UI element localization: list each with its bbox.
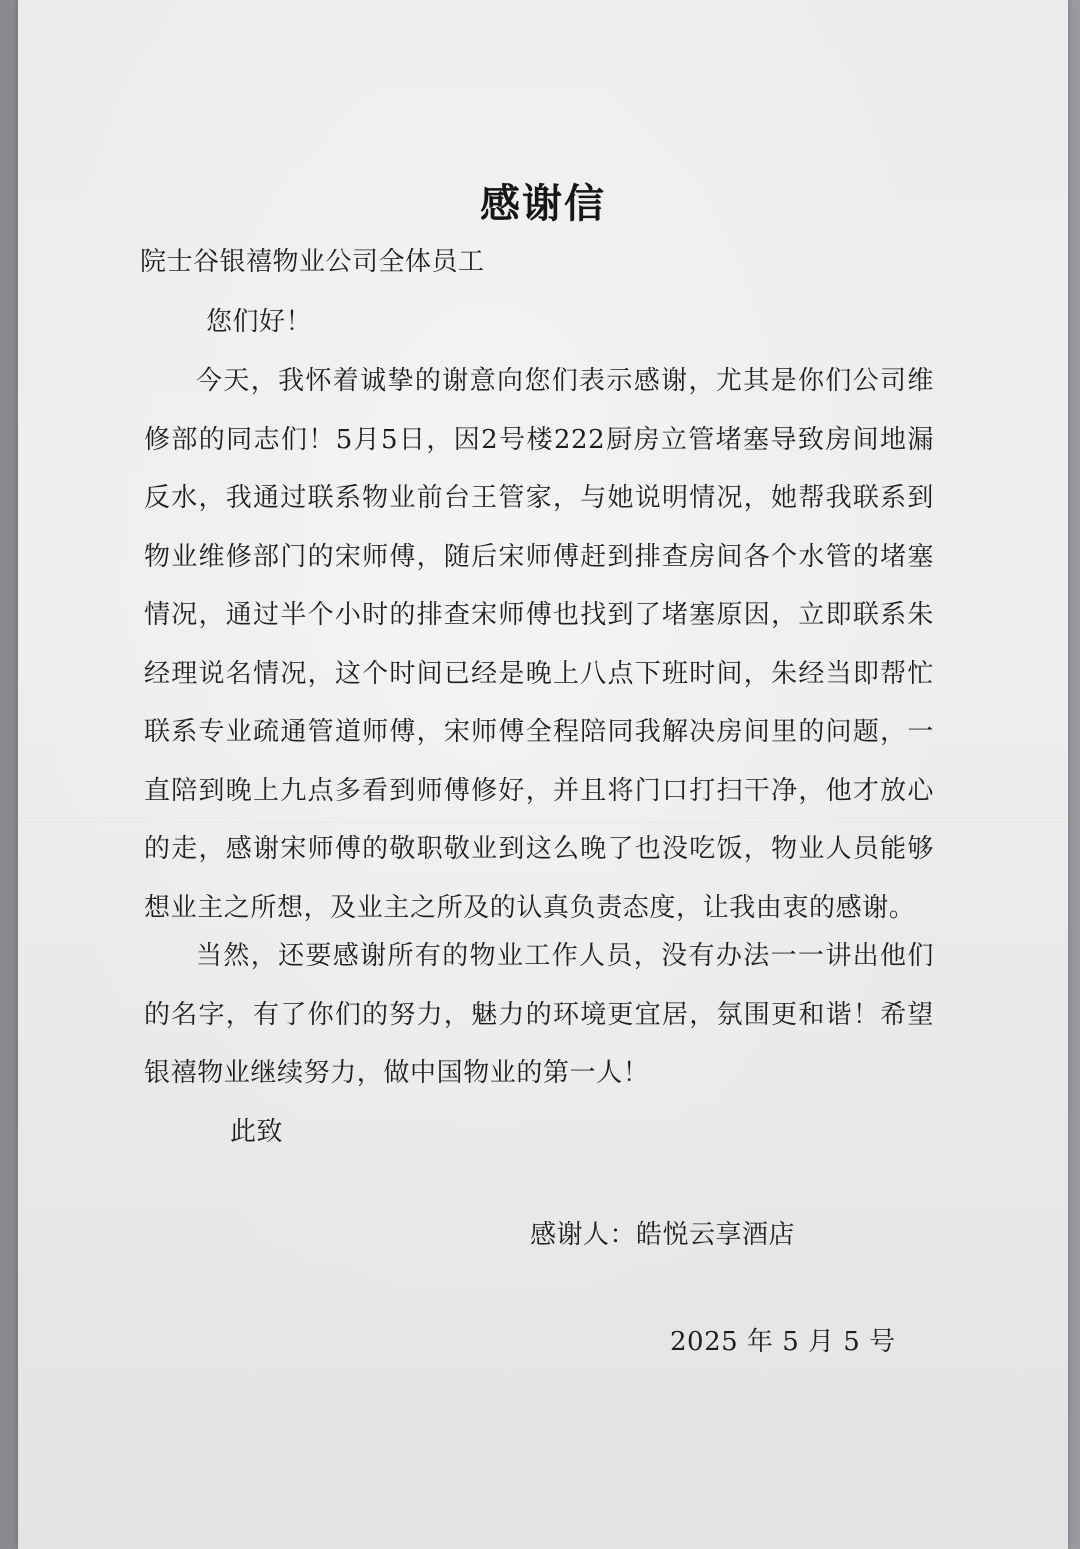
letter-paragraph: 今天，我怀着诚挚的谢意向您们表示感谢，尤其是你们公司维修部的同志们！5月5日，因2号楼222厨房立管堵塞导致房间地漏反水，我通过联系物业前台王管家，与她说明情况，她帮我联系到物业维修部门的宋师傅，随后宋师傅赶到排查房间各个水管的堵塞情况，通过半个小时的排查宋师傅也找到了堵塞原因，立即联系朱经理说名情况，这个时间已经是晚上八点下班时间，朱经当即帮忙联系专业疏通管道师傅，宋师傅全程陪同我解决房间里的问题，一直陪到晚上九点多看到师傅修好，并且将门口打扫干净，他才放心的走，感谢宋师傅的敬职敬业到这么晚了也没吃饭，物业人员能够想业主之所想，及业主之所及的认真负责态度，让我由衷的感谢。: [144, 366, 934, 923]
letter-greeting: 您们好！: [206, 307, 313, 337]
letter-paragraph: 当然，还要感谢所有的物业工作人员，没有办法一一讲出他们的名字，有了你们的努力，魅力的环境更宜居，氛围更和谐！希望银禧物业继续努力，做中国物业的第一人！: [144, 941, 934, 1088]
letter-paper: [18, 0, 1068, 1549]
letter-content: [18, 0, 1068, 1549]
letter-recipient: 院士谷银禧物业公司全体员工: [140, 247, 485, 277]
letter-title: 感谢信: [480, 180, 606, 227]
letter-date: 2025 年 5 月 5 号: [670, 1327, 896, 1357]
letter-signer: 感谢人：皓悦云享酒店: [530, 1220, 796, 1250]
letter-closing: 此致: [230, 1117, 284, 1147]
